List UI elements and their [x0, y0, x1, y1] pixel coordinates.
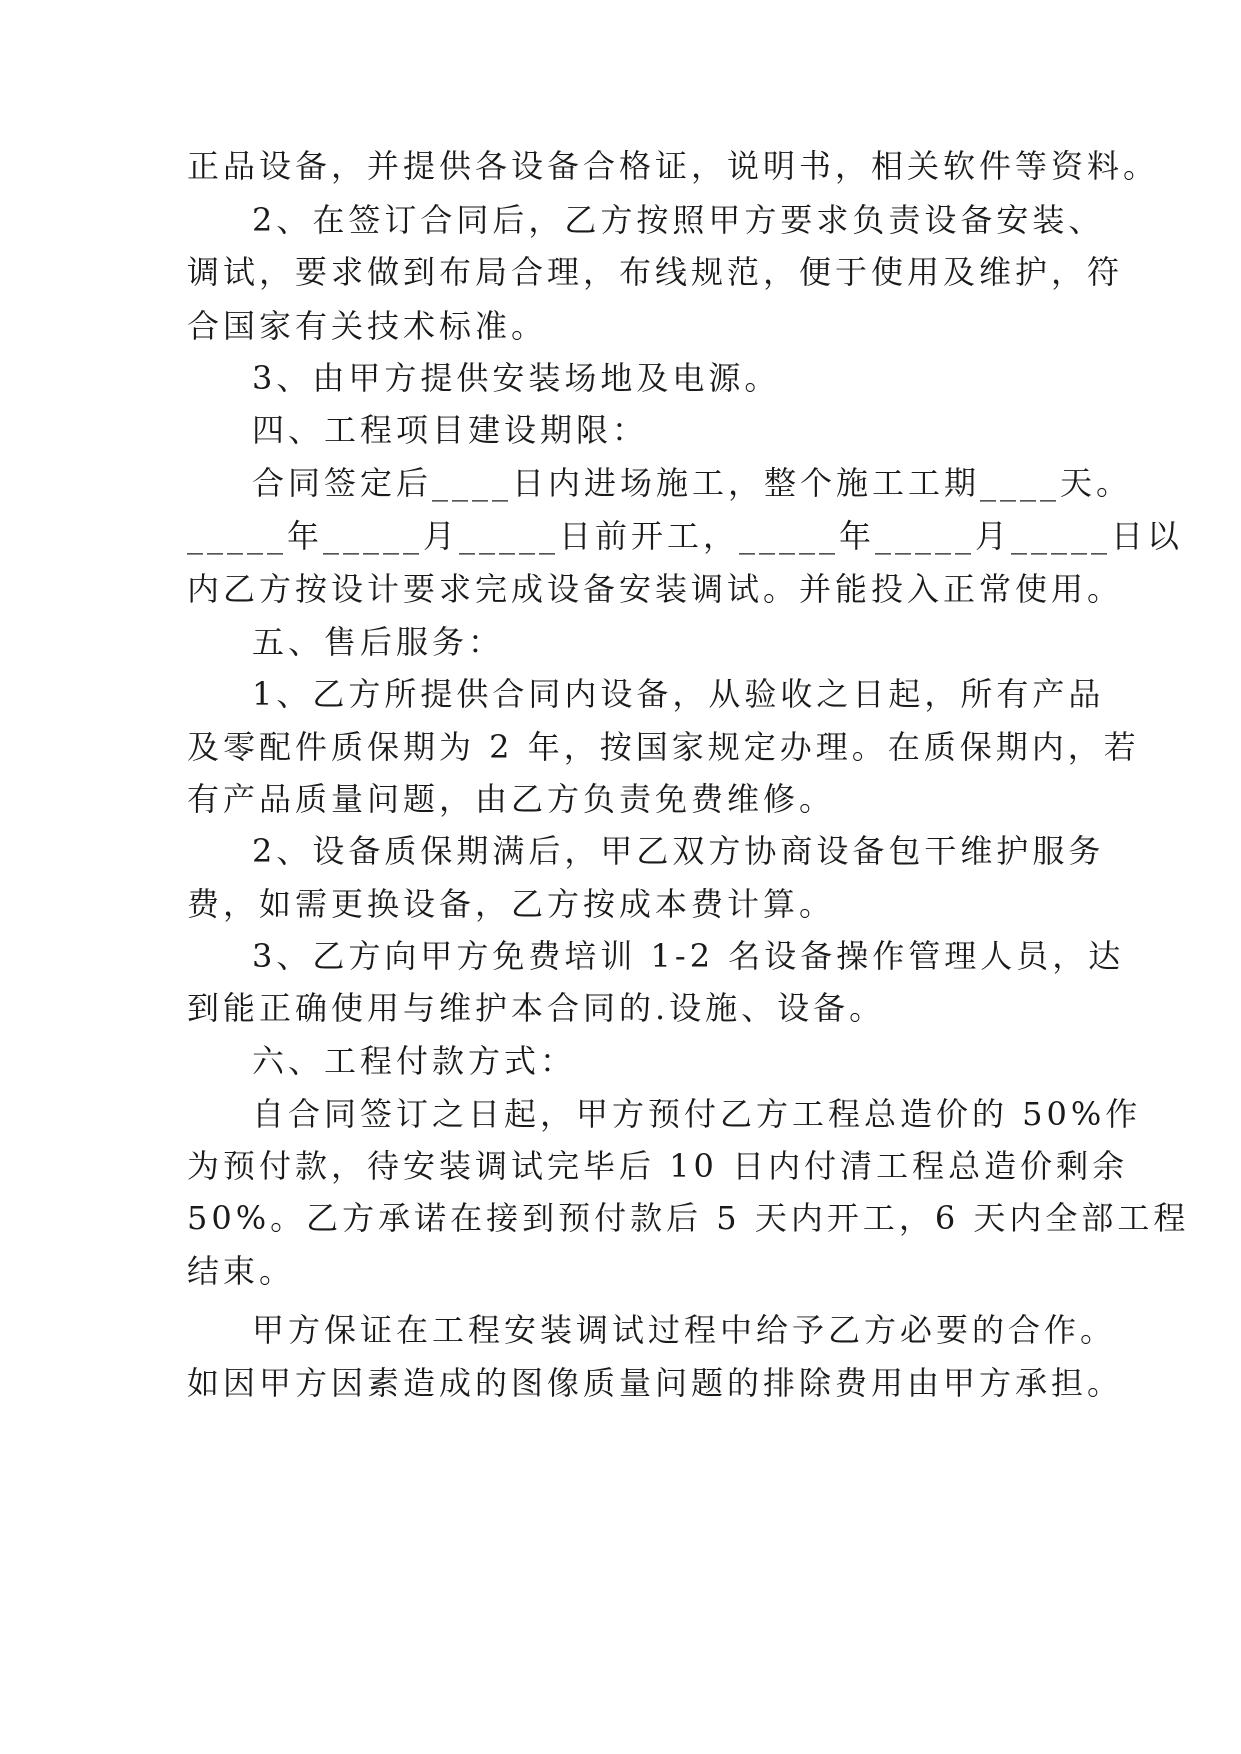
text-line-16: 3、乙方向甲方免费培训 1-2 名设备操作管理人员，达 [252, 937, 1125, 975]
text-line-13: 有产品质量问题，由乙方负责免费维修。 [187, 780, 836, 818]
text-line-15: 费，如需更换设备，乙方按成本费计算。 [187, 885, 836, 923]
text-line-21: 50%。乙方承诺在接到预付款后 5 天内开工，6 天内全部工程 [187, 1199, 1190, 1237]
text-line-2: 2、在签订合同后，乙方按照甲方要求负责设备安装、 [252, 201, 1105, 239]
text-line-7: 合同签定后____日内进场施工，整个施工工期____天。 [252, 464, 1133, 502]
text-line-24: 如因甲方因素造成的图像质量问题的排除费用由甲方承担。 [187, 1364, 1124, 1402]
text-line-1: 正品设备，并提供各设备合格证，说明书，相关软件等资料。 [187, 147, 1160, 185]
text-line-8: _____年_____月_____日前开工，_____年_____月_____日以 [187, 517, 1184, 555]
text-line-9: 内乙方按设计要求完成设备安装调试。并能投入正常使用。 [187, 570, 1124, 608]
text-line-12: 及零配件质保期为 2 年，按国家规定办理。在质保期内，若 [187, 728, 1140, 766]
text-line-17: 到能正确使用与维护本合同的.设施、设备。 [187, 989, 886, 1027]
text-line-14: 2、设备质保期满后，甲乙双方协商设备包干维护服务 [252, 832, 1105, 870]
section-heading-6: 六、工程付款方式： [252, 1042, 577, 1080]
text-line-19: 自合同签订之日起，甲方预付乙方工程总造价的 50%作 [252, 1095, 1142, 1133]
section-heading-4: 四、工程项目建设期限： [252, 411, 649, 449]
text-line-23: 甲方保证在工程安装调试过程中给予乙方必要的合作。 [252, 1311, 1117, 1349]
text-line-5: 3、由甲方提供安装场地及电源。 [252, 359, 781, 397]
text-line-22: 结束。 [187, 1252, 296, 1290]
section-heading-5: 五、售后服务： [252, 623, 505, 661]
text-line-4: 合国家有关技术标准。 [187, 307, 548, 345]
text-line-11: 1、乙方所提供合同内设备，从验收之日起，所有产品 [252, 675, 1105, 713]
text-line-20: 为预付款，待安装调试完毕后 10 日内付清工程总造价剩余 [187, 1147, 1129, 1185]
text-line-3: 调试，要求做到布局合理，布线规范，便于使用及维护，符 [187, 253, 1124, 291]
